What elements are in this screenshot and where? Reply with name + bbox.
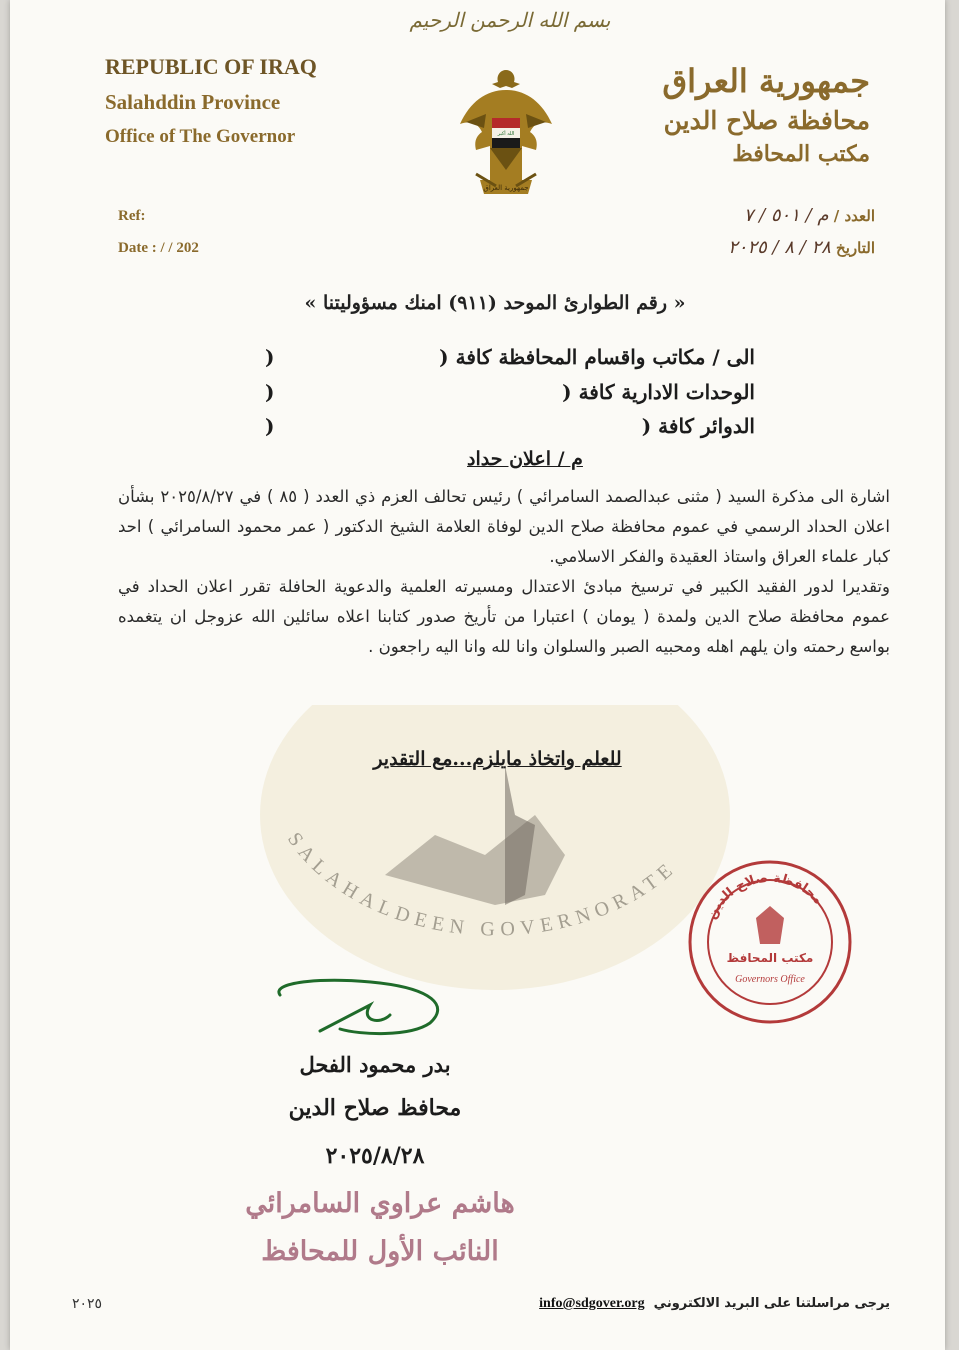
country-name-ar: جمهورية العراق bbox=[662, 62, 870, 100]
basmala: بسم الله الرحمن الرحيم bbox=[409, 8, 611, 32]
emblem-caption: الله أكبر bbox=[497, 131, 515, 137]
country-name-en: REPUBLIC OF IRAQ bbox=[105, 54, 317, 79]
seal-office-text: مكتب المحافظ bbox=[726, 951, 814, 965]
signer-title: محافظ صلاح الدين bbox=[288, 1095, 462, 1121]
ref-label: Ref: bbox=[118, 208, 146, 224]
province-name-ar: محافظة صلاح الدين bbox=[663, 106, 870, 135]
body-paragraph-1: اشارة الى مذكرة السيد ( مثنى عبدالصمد السامرائي ) رئيس تحالف العزم ذي العدد ( ٨٥ ) في ٢٠٢٥/٨/٢٧ بشأن اعلان الحداد الرسمي في عموم محافظة صلاح الدين لوفاة العلامة الشيخ الدكتور ( عمر محمود السامرائي ) احد كبار علماء العراق واستاذ العقيدة والفكر الاسلامي. bbox=[118, 487, 890, 566]
emblem-text: جمهورية العراق bbox=[483, 184, 529, 192]
letter-body bbox=[118, 482, 890, 662]
number-label: العدد / bbox=[828, 207, 875, 225]
date-value-ar: ٢٨ / ٨ / ٢٠٢٥ bbox=[728, 237, 831, 258]
deputy-governor-stamp bbox=[245, 1180, 515, 1280]
watermark-text: SALAHALDEEN GOVERNORATE bbox=[283, 828, 682, 941]
recipient-close-3: ) bbox=[265, 414, 275, 438]
number-date-block bbox=[728, 200, 875, 264]
emergency-hotline: « رقم الطوارئ الموحد (٩١١) امنك مسؤوليتنا » bbox=[304, 292, 686, 314]
iraq-eagle-emblem-icon bbox=[456, 62, 556, 212]
signature-icon bbox=[260, 975, 460, 1045]
recipient-line-2: الوحدات الادارية كافة ( bbox=[562, 380, 755, 404]
document-page bbox=[10, 0, 945, 1350]
footer-left-note: ٢٠٢٥ bbox=[72, 1296, 103, 1312]
signer-name: بدر محمود الفحل bbox=[299, 1052, 451, 1077]
recipient-close-1: ) bbox=[265, 345, 275, 369]
number-value: م / ٥٠١ / ٧ bbox=[743, 205, 829, 226]
date-label-en: Date : / / 202 bbox=[118, 240, 199, 256]
seal-top-text: محافظة صلاح الدين bbox=[704, 870, 826, 922]
recipient-line-3: الدوائر كافة ( bbox=[641, 414, 755, 438]
closing-line: للعلم واتخاذ مايلزم...مع التقدير bbox=[373, 748, 622, 770]
footer-email-link[interactable]: info@sdgover.org bbox=[539, 1296, 645, 1311]
office-name-en: Office of The Governor bbox=[105, 126, 296, 148]
footer-contact-text: يرجى مراسلتنا على البريد الالكتروني bbox=[653, 1296, 890, 1311]
subject-line: م / اعلان حداد bbox=[467, 448, 583, 470]
seal-english-text: Governors Office bbox=[735, 974, 805, 985]
governors-office-seal bbox=[686, 858, 854, 1026]
office-name-ar: مكتب المحافظ bbox=[732, 141, 870, 167]
recipient-close-2: ) bbox=[265, 380, 275, 404]
recipient-line-1: الى / مكاتب واقسام المحافظة كافة ( bbox=[439, 345, 755, 369]
deputy-title: النائب الأول للمحافظ bbox=[261, 1236, 499, 1267]
letterhead-arabic bbox=[662, 62, 870, 167]
body-paragraph-2: وتقديرا لدور الفقيد الكبير في ترسيخ مبادئ الاعتدال ومسيرته العلمية والدعوية الحافلة تقرر اعلان الحداد في عموم محافظة صلاح الدين ولمدة ( يومان ) اعتبارا من تأريخ صدور كتابنا اعلاه سائلين الله عزوجل ان يتغمده بواسع رحمته وان يلهم اهله ومحبيه الصبر والسلوان وانا لله وانا اليه راجعون . bbox=[118, 577, 890, 656]
date-label-ar: التاريخ bbox=[830, 239, 875, 257]
ref-date-block bbox=[118, 200, 199, 264]
footer-contact bbox=[539, 1296, 890, 1312]
province-name-en: Salahddin Province bbox=[105, 90, 281, 115]
deputy-name: هاشم عراوي السامرائي bbox=[245, 1188, 515, 1219]
letterhead-english bbox=[105, 48, 317, 153]
signer-date: ٢٠٢٥/٨/٢٨ bbox=[325, 1143, 425, 1169]
